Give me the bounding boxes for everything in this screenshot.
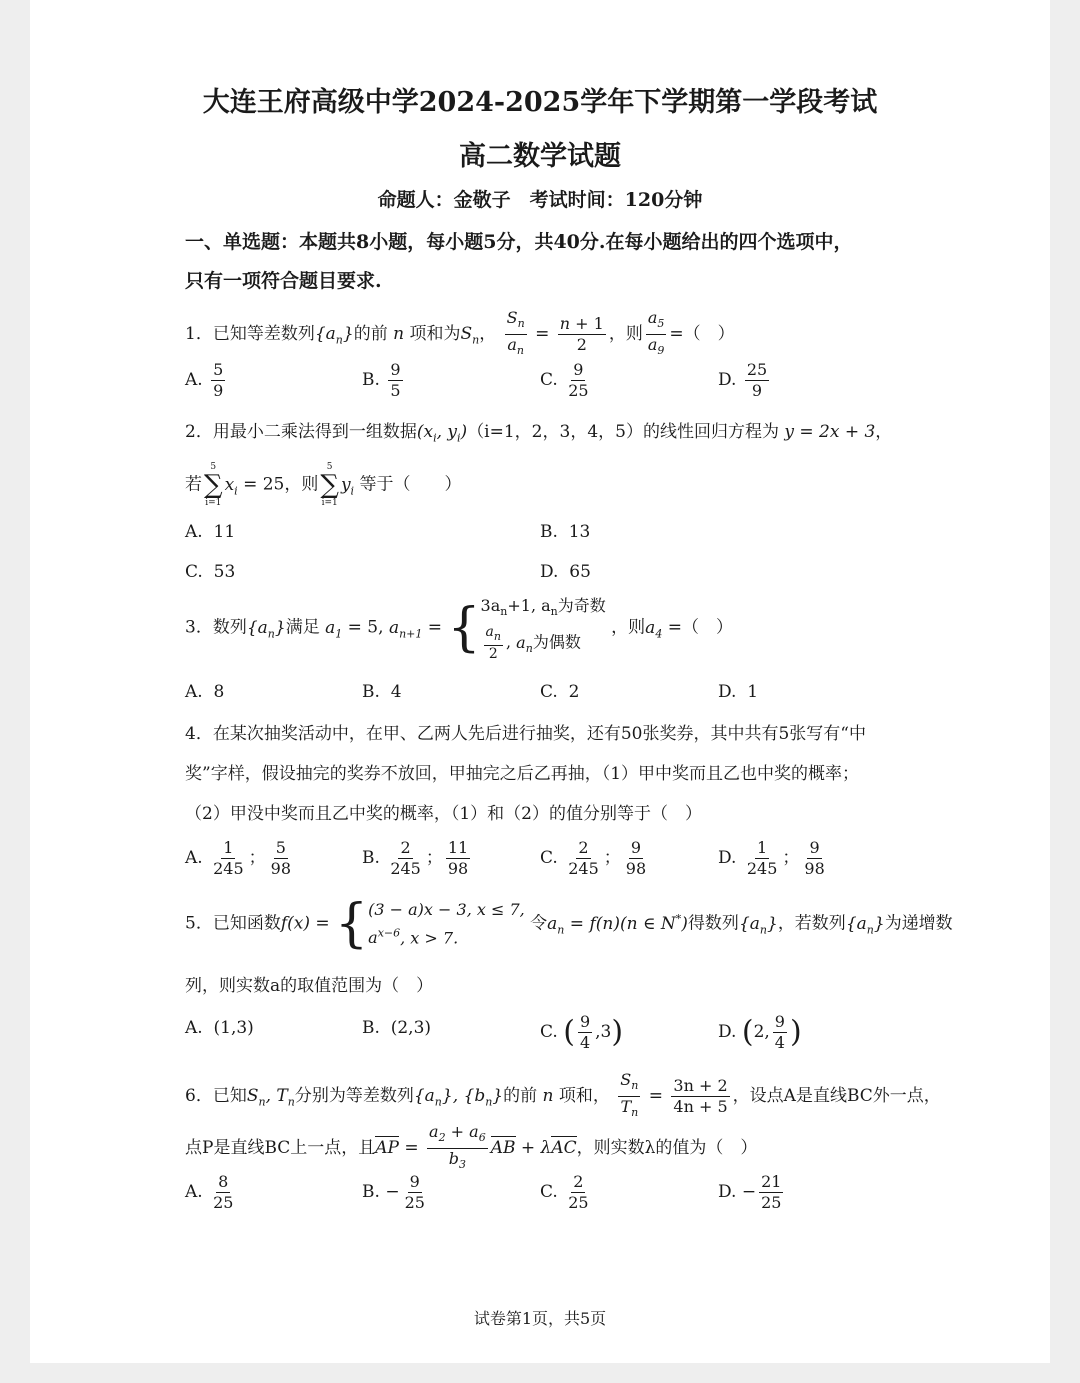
q3-option-a: A. 8 (185, 682, 225, 702)
q2-option-c: C. 53 (185, 562, 236, 582)
q1-text-mid2: 项和为 (409, 324, 461, 345)
question-2-line2: 若 5 ∑ i=1 $x_i = 25$，则 5 ∑ i=1 $y_i$ 等于（ ） (185, 462, 462, 508)
exam-title: 大连王府高级中学2024-2025学年下学期第一学段考试 (202, 87, 878, 118)
question-2-line1: 2．用最小二乘法得到一组数据($x_i$, $y_i)(i=1$，2，3，4，5）的线性回归方程为 y = 2x + 3， (185, 422, 893, 445)
q2-option-d: D. 65 (540, 562, 591, 582)
q5-option-c: C. ( $\frac{9}{4}$ ,3) (540, 1012, 624, 1052)
q6-option-d: D. − $\frac{21}{25}$ (718, 1172, 782, 1212)
q1-text-mid3: ，则 (608, 324, 643, 345)
exam-subtitle: 高二数学试题 (459, 141, 621, 172)
question-6-line2: 点P是直线BC上一点，且AP = $\frac{a_2 + a_6}{b_3}$ AB + λAC，则实数λ的值为（ ） (185, 1122, 758, 1172)
q1-option-d: D. $\frac{25}{9}$ (718, 360, 768, 400)
q3-option-c: C. 2 (540, 682, 580, 702)
q4-option-d: D. $\frac{1}{245}$ ； $\frac{9}{98}$ (718, 838, 825, 878)
q3-option-b: B. 4 (362, 682, 402, 702)
q6-option-a: A. $\frac{8}{25}$ (185, 1172, 234, 1212)
section-heading-line1: 一、单选题：本题共8小题，每小题5分，共40分.在每小题给出的四个选项中， (185, 231, 853, 253)
q5-option-b: B. (2,3) (362, 1018, 432, 1038)
question-1: 1．已知等差数列$\{a_n\}$的前 n 项和为$S_n$， $\frac{S_n}{a_n}$ = $\frac{n + 1}{2}$ ，则 $\frac{a_5}{a_9}$ =（ ） (185, 308, 735, 358)
q3-option-d: D. 1 (718, 682, 759, 702)
question-6-line1: 6．已知$S_n$, $T_n$分别为等差数列$\{a_n\}$, $\{b_n\}$的前 n 项和， $\frac{S_n}{T_n}$ = $\frac{3n + 2}{4n + 5}$ ，设点A是直线BC外一点， (185, 1070, 941, 1120)
q6-option-b: B. − $\frac{9}{25}$ (362, 1172, 425, 1212)
q5-option-a: A. (1,3) (185, 1018, 254, 1038)
exam-meta: 命题人：金敬子 考试时间：120分钟 (377, 189, 703, 211)
q1-option-c: C. $\frac{9}{25}$ (540, 360, 589, 400)
section-heading-line2: 只有一项符合题目要求. (185, 270, 382, 292)
question-4-line3: （2）甲没中奖而且乙中奖的概率，（1）和（2）的值分别等于（ ） (185, 804, 702, 824)
question-4-line2: 奖”字样，假设抽完的奖券不放回，甲抽完之后乙再抽，（1）甲中奖而且乙也中奖的概率； (185, 764, 860, 784)
q1-option-a: A. $\frac{5}{9}$ (185, 360, 224, 400)
question-5-line1: 5．已知函数f(x) = { (3 − a)x − 3, x ≤ 7, $a^{x-6}$, x > 7. 令$a_n = f(n)(n$ ∈ N*)得数列$\{a_n\}$，若数列$\{a_n\}$为递增数 (185, 894, 953, 955)
q4-option-a: A. $\frac{1}{245}$ ； $\frac{5}{98}$ (185, 838, 291, 878)
q6-option-c: C. $\frac{2}{25}$ (540, 1172, 589, 1212)
q2-option-a: A. 11 (185, 522, 236, 542)
page-footer: 试卷第1页，共5页 (473, 1309, 607, 1328)
q5-option-d: D. (2, $\frac{9}{4}$ ) (718, 1012, 802, 1052)
question-5-line2: 列，则实数a的取值范围为（ ） (185, 976, 434, 996)
q1-option-b: B. $\frac{9}{5}$ (362, 360, 401, 400)
q1-text-prefix: 1．已知等差数列 (185, 324, 315, 345)
q4-option-c: C. $\frac{2}{245}$ ； $\frac{9}{98}$ (540, 838, 647, 878)
q4-option-b: B. $\frac{2}{245}$ ； $\frac{11}{98}$ (362, 838, 469, 878)
question-4-line1: 4．在某次抽奖活动中，在甲、乙两人先后进行抽奖，还有50张奖券，其中共有5张写有“中 (185, 724, 866, 744)
q2-option-b: B. 13 (540, 522, 591, 542)
question-3: 3．数列$\{a_n\}$满足 $a_1 = 5$, $a_{n+1}$ = { $3a_n+1$, $a_n$为奇数 $\frac{a_n}{2}$ , $a_n$为偶数 ，则$a_4$ =（ ） (185, 596, 733, 662)
q1-text-end: =（ ） (669, 324, 735, 345)
q1-text-mid1: 的前 (353, 324, 388, 345)
